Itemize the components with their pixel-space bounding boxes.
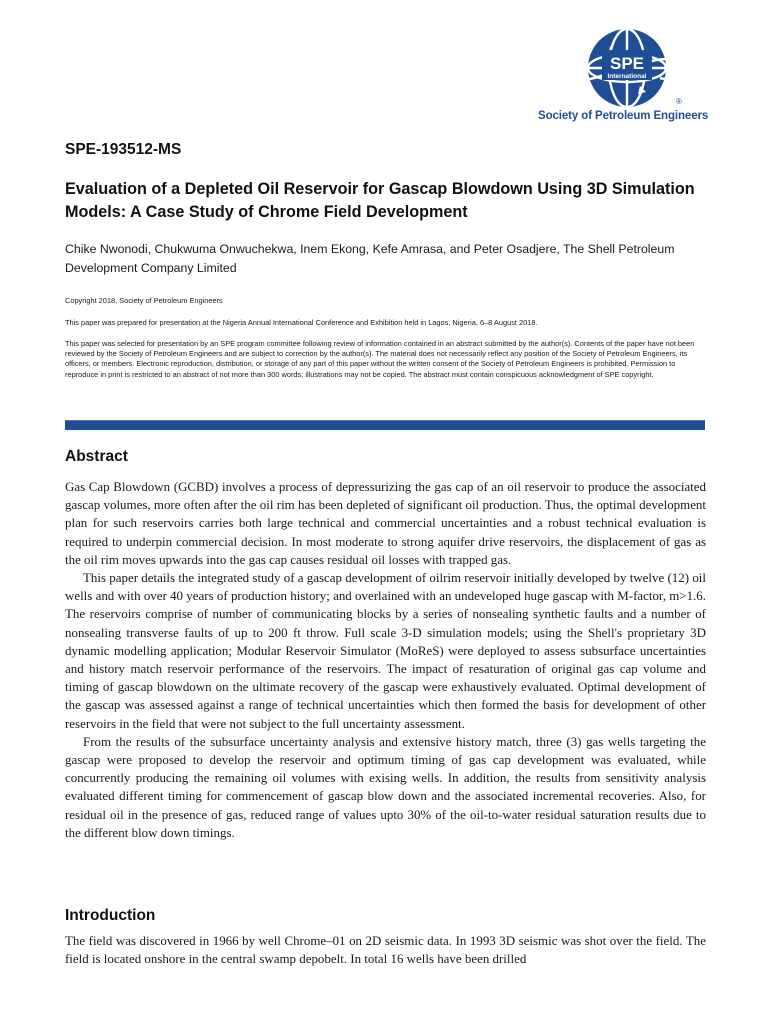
abstract-paragraph: Gas Cap Blowdown (GCBD) involves a process of depressurizing the gas cap of an oil reservoir to produce the associated gascap volumes, more often after the oil rim has been depleted of significant oil production. Thus, the optimal development plan for such reservoirs carries both large technical and commercial uncertainties and a robust technical evaluation is required to underpin commercial decision. In most moderate to strong aquifer drive reservoirs, the displacement of gas as the oil rim moves upwards into the gas cap causes residual oil losses with trapped gas.	[65, 479, 706, 567]
presentation-note: This paper was prepared for presentation at the Nigeria Annual International Conference and Exhibition held in Lagos, Nigeria, 6–8 August 2018.	[65, 318, 538, 327]
abstract-body	[65, 478, 706, 842]
author-list: Chike Nwonodi, Chukwuma Onwuchekwa, Inem Ekong, Kefe Amrasa, and Peter Osadjere, The Shell Petroleum Development Company Limited	[65, 242, 675, 275]
globe-icon	[552, 28, 702, 108]
abstract-paragraph: This paper details the integrated study of a gascap development of oilrim reservoir initially developed by twelve (12) oil wells and with over 40 years of production history; and overlained with an undeveloped huge gascap with M-factor, m>1.6. The reservoirs comprise of number of communicating blocks by a series of nonsealing synthetic faults and a number of nonsealing transverse faults of up to 200 ft throw. Full scale 3-D simulation models; using the Shell's proprietary 3D dynamic modelling application; Modular Reservoir Simulator (MoReS) were deployed to assess subsurface uncertainties and history match reservoir performance of the reservoirs. The impact of resaturation of original gas cap volume and timing of gascap blowdown on the ultimate recovery of the gascap were exhaustively evaluated. Optimal development of the gascap was assessed against a range of technical uncertainties which then formed the basis for development of other reservoirs in the field that were not subject to the full uncertainty assessment.	[65, 570, 706, 731]
paper-id: SPE-193512-MS	[65, 141, 182, 158]
header-divider	[65, 420, 705, 430]
copyright-notice: Copyright 2018, Society of Petroleum Engineers	[65, 296, 223, 305]
selection-note: This paper was selected for presentation by an SPE program committee following review of information contained in an abstract submitted by the author(s). Contents of the paper have not been reviewed by the Society of Petroleum Engineers and are subject to correction by the author(s). The material does not necessarily reflect any position of the Society of Petroleum Engineers, its officers, or members. Electronic reproduction, distribution, or storage of any part of this paper without the written consent of the Society of Petroleum Engineers is prohibited. Permission to reproduce in print is restricted to an abstract of not more than 300 words; illustrations may not be copied. The abstract must contain conspicuous acknowledgment of SPE copyright.	[65, 339, 695, 379]
paper-title: Evaluation of a Depleted Oil Reservoir for Gascap Blowdown Using 3D Simulation Models: A Case Study of Chrome Field Development	[65, 180, 695, 221]
introduction-heading: Introduction	[65, 907, 156, 924]
abstract-heading: Abstract	[65, 448, 128, 465]
spe-logo	[538, 28, 708, 128]
logo-mark-text: SPE	[609, 54, 645, 73]
registered-mark: ®	[676, 97, 682, 106]
org-name: Society of Petroleum Engineers	[538, 110, 709, 122]
logo-mark-subtext: International	[607, 73, 647, 80]
abstract-paragraph: From the results of the subsurface uncertainty analysis and extensive history match, three (3) gas wells targeting the gascap were proposed to develop the reservoir and optimum timing of gas cap development was evaluated, while concurrently producing the remaining oil volumes with exising wells. In addition, the results from sensitivity analysis evaluated different timing for commencement of gascap blow down and the associated incremental recoveries. Also, for residual oil in the presence of gas, reduced range of values upto 30% of the oil-to-water residual saturation results due to the different blow down timings.	[65, 733, 706, 840]
introduction-paragraph: The field was discovered in 1966 by well Chrome–01 on 2D seismic data. In 1993 3D seismic was shot over the field. The field is located onshore in the central swamp depobelt. In total 16 wells have been drilled	[65, 933, 706, 967]
introduction-body	[65, 932, 706, 968]
